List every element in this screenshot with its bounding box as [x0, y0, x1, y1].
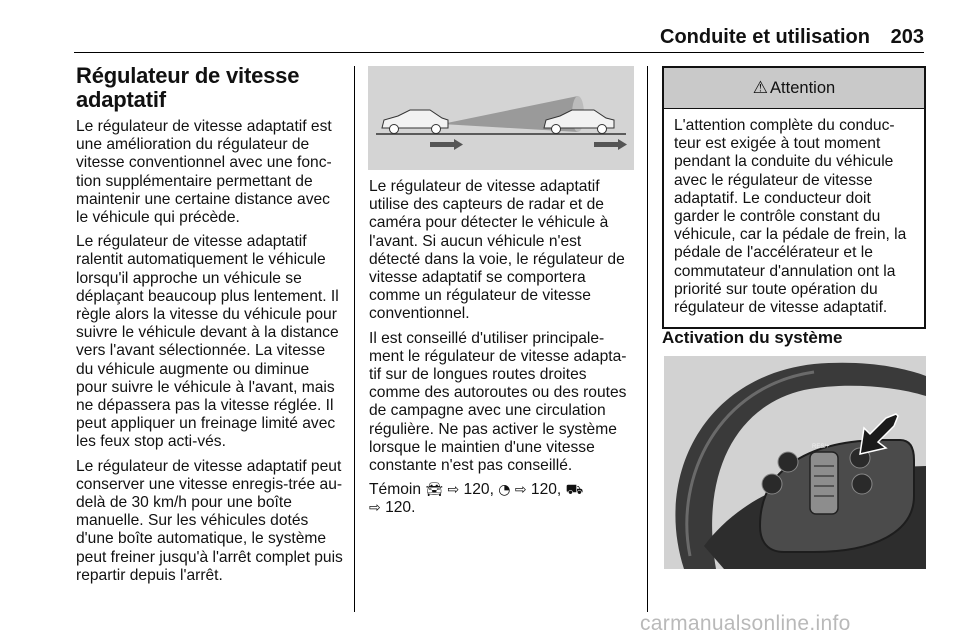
warning-triangle-icon: ⚠ — [752, 77, 769, 97]
page-reference[interactable]: 120, — [463, 481, 494, 499]
res-button-label: RES/+ — [812, 444, 830, 450]
vehicle-ahead-icon: 🚘︎ — [425, 482, 444, 499]
column-divider-right — [647, 66, 648, 612]
cruise-control-icon: ◔ — [498, 482, 511, 499]
section-title: Régulateur de vitesse adaptatif — [76, 63, 300, 112]
page-number: 203 — [890, 26, 924, 48]
column-1 — [76, 64, 344, 591]
paragraph: Le régulateur de vitesse adaptatif ralentit automatiquement le véhicule lorsqu'il approche un véhicule se déplaçant beaucoup plus lentement. Il règle alors la vitesse du véhicule pour suivre le véhicule devant à la distance vers l'avant sélectionnée. La vitesse du véhicule augmente ou diminue pour suivre le véhicule à l'avant, mais ne dépassera pas la vitesse réglée. Il peut appliquer un freinage limité avec les feux stop acti-vés. — [76, 233, 339, 451]
radar-illustration — [368, 66, 634, 170]
temoin-label: Témoin — [369, 481, 421, 499]
page-reference[interactable]: 120. — [385, 499, 416, 517]
steering-wheel-illustration — [664, 356, 926, 569]
page-reference[interactable]: 120, — [530, 481, 562, 499]
paragraph: Le régulateur de vitesse adaptatif est une amélioration du régulateur de vitesse conventionnel avec une fonc-tion supplémentaire permettant de maintenir une certaine distance avec le véhicule qui précède. — [76, 118, 332, 227]
column-2 — [369, 178, 635, 524]
attention-header — [664, 68, 924, 109]
attention-box — [662, 66, 926, 329]
header-divider — [74, 52, 924, 53]
steering-wheel-svg — [664, 356, 926, 569]
activation-title: Activation du système — [662, 328, 843, 347]
paragraph: Il est conseillé d'utiliser principale-ment le régulateur de vitesse adapta-tif sur de longues routes droites comme des autoroutes ou des routes de campagne avec une circulation régulière. Ne pas activer le système lorsque le maintien d'une vitesse constante n'est pas conseillé. — [369, 329, 627, 475]
paragraph: Le régulateur de vitesse adaptatif peut conserver une vitesse enregis-trée au-delà de 30 km/h pour une boîte manuelle. Sur les véhicules dotés d'une boîte automatique, le système peut freiner jusqu'à l'arrêt complet puis repartir depuis l'arrêt. — [76, 457, 343, 584]
attention-text: L'attention complète du conduc-teur est exigée à tout moment pendant la conduite du véhicule avec le régulateur de vitesse adaptatif. Le conducteur doit garder le contrôle constant du véhicule, car la pédale de frein, la pédale de l'accélérateur et le commutateur d'annulation ont la priorité sur toute opération du régulateur de vitesse adaptatif. — [674, 117, 907, 317]
page-reference-arrow-icon[interactable]: ⇨ — [514, 482, 527, 499]
column-3 — [662, 66, 926, 329]
watermark: carmanualsonline.info — [640, 612, 851, 635]
following-distance-icon: ⛟ — [565, 482, 584, 499]
attention-title: Attention — [770, 78, 836, 97]
paragraph: Le régulateur de vitesse adaptatif utilise des capteurs de radar et de caméra pour détecter le véhicule à l'avant. Si aucun véhicule n'est détecté dans la voie, le régulateur de vitesse adaptatif se comportera comme un régulateur de vitesse conventionnel. — [369, 178, 625, 323]
page-reference-arrow-icon[interactable]: ⇨ — [447, 482, 460, 499]
indicator-references — [369, 481, 635, 517]
radar-illustration-svg — [368, 66, 634, 170]
page-reference-arrow-icon[interactable]: ⇨ — [369, 500, 381, 517]
column-divider-left — [354, 66, 355, 612]
chapter-title: Conduite et utilisation — [660, 26, 870, 48]
